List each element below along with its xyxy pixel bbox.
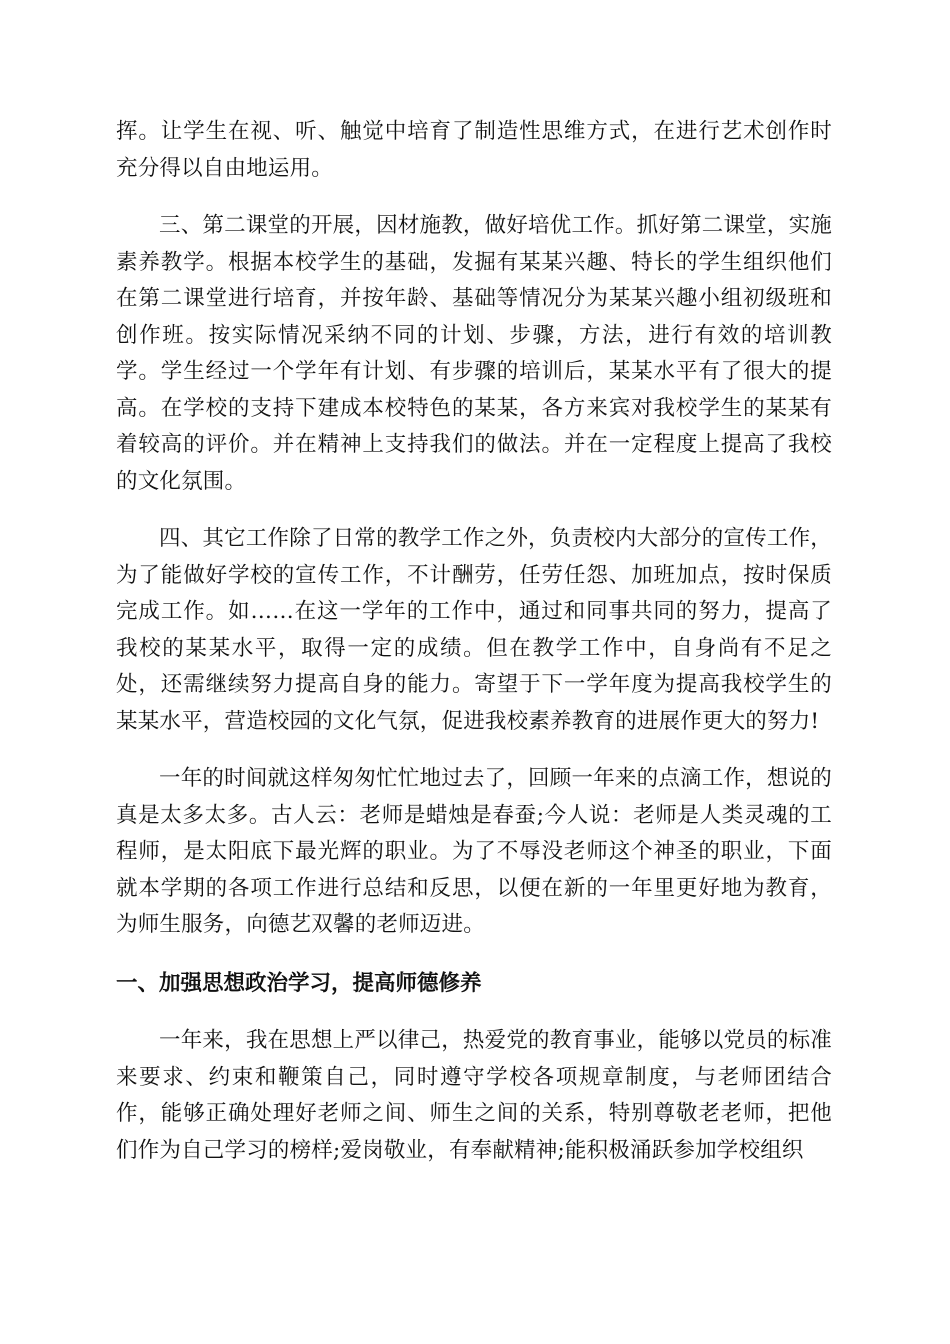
paragraph-continuation: 挥。让学生在视、听、触觉中培育了制造性思维方式，在进行艺术创作时充分得以自由地运用。 — [116, 119, 832, 181]
paragraph-political-study: 一年来，我在思想上严以律己，热爱党的教育事业，能够以党员的标准来要求、约束和鞭策自己，同时遵守学校各项规章制度，与老师团结合作，能够正确处理好老师之间、师生之间的关系，特别尊敬老老师，把他们作为自己学习的榜样;爱岗敬业，有奉献精神;能积极涌跃参加学校组织 — [116, 1028, 832, 1163]
document-page — [116, 114, 832, 1169]
paragraph-other-work: 四、其它工作除了日常的教学工作之外，负责校内大部分的宣传工作，为了能做好学校的宣传工作，不计酬劳，任劳任怨、加班加点，按时保质完成工作。如……在这一学年的工作中，通过和同事共同的努力，提高了我校的某某水平，取得一定的成绩。但在教学工作中，自身尚有不足之处，还需继续努力提高自身的能力。寄望于下一学年度为提高我校学生的某某水平，营造校园的文化气氛，促进我校素养教育的进展作更大的努力! — [116, 526, 832, 734]
paragraph-second-classroom: 三、第二课堂的开展，因材施教，做好培优工作。抓好第二课堂，实施素养教学。根据本校学生的基础，发掘有某某兴趣、特长的学生组织他们在第二课堂进行培育，并按年龄、基础等情况分为某某兴趣小组初级班和创作班。按实际情况采纳不同的计划、步骤，方法，进行有效的培训教学。学生经过一个学年有计划、有步骤的培训后，某某水平有了很大的提高。在学校的支持下建成本校特色的某某，各方来宾对我校学生的某某有着较高的评价。并在精神上支持我们的做法。并在一定程度上提高了我校的文化氛围。 — [116, 213, 832, 494]
paragraph-year-review: 一年的时间就这样匆匆忙忙地过去了，回顾一年来的点滴工作，想说的真是太多太多。古人云：老师是蜡烛是春蚕;今人说：老师是人类灵魂的工程师，是太阳底下最光辉的职业。为了不辱没老师这个神圣的职业，下面就本学期的各项工作进行总结和反思，以便在新的一年里更好地为教育，为师生服务，向德艺双馨的老师迈进。 — [116, 766, 832, 937]
section-heading-1: 一、加强思想政治学习，提高师德修养 — [116, 970, 482, 996]
